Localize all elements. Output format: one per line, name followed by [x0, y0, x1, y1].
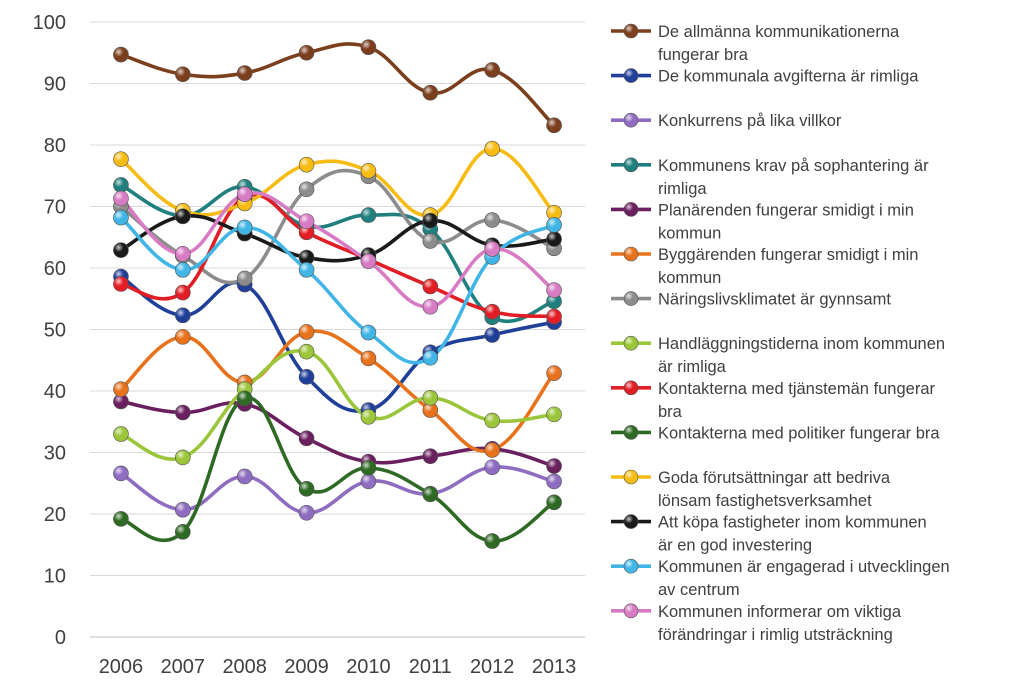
data-point: [361, 474, 376, 489]
legend-label: av centrum: [658, 581, 740, 600]
legend-label: Byggärenden fungerar smidigt i min: [658, 246, 919, 264]
data-point: [299, 431, 314, 446]
data-point: [547, 474, 562, 489]
legend-marker: [624, 113, 638, 127]
legend-label: Planärenden fungerar smidigt i min: [658, 201, 914, 220]
data-point: [547, 407, 562, 422]
data-point: [547, 283, 562, 298]
data-point: [423, 279, 438, 294]
data-point: [485, 304, 500, 319]
data-point: [547, 366, 562, 381]
data-point: [361, 351, 376, 366]
y-tick-label: 40: [43, 381, 66, 403]
data-point: [299, 157, 314, 172]
legend-marker: [624, 381, 638, 395]
legend-label: Goda förutsättningar att bedriva: [658, 469, 891, 487]
data-point: [113, 511, 128, 526]
data-point: [113, 382, 128, 397]
data-point: [361, 254, 376, 269]
data-point: [113, 191, 128, 206]
data-point: [113, 243, 128, 258]
series-line: [121, 44, 554, 125]
data-point: [485, 460, 500, 475]
legend-label: Kommunen är engagerad i utvecklingen: [658, 558, 950, 577]
legend-marker: [624, 24, 638, 38]
x-tick-label: 2006: [98, 656, 144, 678]
x-tick-label: 2013: [531, 656, 577, 678]
legend-label: Kontakterna med tjänstemän fungerar: [658, 379, 935, 398]
data-point: [299, 369, 314, 384]
data-point: [485, 213, 500, 228]
data-point: [485, 62, 500, 77]
data-point: [361, 208, 376, 223]
legend: [611, 23, 950, 644]
legend-label: är rimliga: [658, 358, 726, 377]
y-tick-label: 70: [43, 196, 66, 219]
data-point: [423, 487, 438, 502]
data-point: [361, 163, 376, 178]
data-point: [423, 299, 438, 314]
legend-marker: [624, 247, 638, 261]
data-point: [299, 182, 314, 197]
data-point: [175, 67, 190, 82]
legend-label: De allmänna kommunikationerna: [658, 23, 900, 41]
data-point: [175, 308, 190, 323]
legend-marker: [624, 425, 638, 439]
y-tick-label: 90: [43, 73, 66, 96]
data-point: [175, 524, 190, 539]
legend-label: Kontakterna med politiker fungerar bra: [658, 424, 940, 443]
series-markers: [113, 40, 561, 549]
data-point: [237, 271, 252, 286]
data-point: [547, 118, 562, 133]
data-point: [423, 213, 438, 228]
x-tick-label: 2007: [160, 656, 206, 678]
y-axis: [33, 12, 66, 649]
data-point: [423, 350, 438, 365]
y-tick-label: 50: [43, 319, 66, 342]
data-point: [485, 241, 500, 256]
data-point: [113, 276, 128, 291]
legend-label: Handläggningstiderna inom kommunen: [658, 335, 946, 354]
data-point: [299, 324, 314, 339]
data-point: [299, 45, 314, 60]
legend-label: kommun: [658, 269, 722, 287]
legend-label: bra: [658, 402, 682, 421]
legend-marker: [624, 336, 638, 350]
data-point: [299, 505, 314, 520]
data-point: [547, 309, 562, 324]
legend-marker: [624, 158, 638, 172]
legend-label: Att köpa fastigheter inom kommunen: [658, 513, 927, 532]
data-point: [485, 328, 500, 343]
data-point: [175, 285, 190, 300]
legend-marker: [624, 515, 638, 529]
data-point: [361, 325, 376, 340]
data-point: [299, 481, 314, 496]
data-point: [175, 502, 190, 517]
data-point: [547, 495, 562, 510]
legend-marker: [624, 202, 638, 216]
data-point: [423, 390, 438, 405]
data-point: [113, 427, 128, 442]
data-point: [547, 217, 562, 232]
legend-label: fungerar bra: [658, 46, 748, 64]
legend-label: förändringar i rimlig utsträckning: [658, 625, 893, 644]
legend-label: Kommunens krav på sophantering är: [658, 156, 929, 175]
legend-label: Näringslivsklimatet är gynnsamt: [658, 290, 891, 309]
legend-label: kommun: [658, 224, 722, 243]
y-tick-label: 30: [43, 442, 66, 465]
legend-label: rimliga: [658, 179, 707, 198]
x-tick-label: 2009: [284, 656, 329, 678]
y-tick-label: 100: [32, 12, 66, 34]
y-tick-label: 10: [43, 565, 66, 588]
data-point: [361, 409, 376, 424]
y-tick-label: 60: [43, 258, 66, 280]
legend-label: Kommunen informerar om viktiga: [658, 602, 902, 621]
data-point: [113, 152, 128, 167]
legend-marker: [624, 69, 638, 83]
data-point: [175, 209, 190, 224]
legend-marker: [624, 559, 638, 573]
data-point: [113, 210, 128, 225]
legend-marker: [624, 292, 638, 306]
data-point: [361, 460, 376, 475]
data-point: [423, 233, 438, 248]
data-point: [237, 220, 252, 235]
data-point: [113, 47, 128, 62]
x-tick-label: 2010: [346, 656, 391, 678]
data-point: [237, 66, 252, 81]
data-point: [485, 141, 500, 156]
data-point: [237, 187, 252, 202]
data-point: [299, 344, 314, 359]
x-tick-label: 2011: [408, 656, 452, 678]
data-point: [485, 534, 500, 549]
data-point: [175, 405, 190, 420]
data-point: [175, 246, 190, 261]
legend-label: lönsam fastighetsverksamhet: [658, 492, 872, 510]
legend-label: Konkurrens på lika villkor: [658, 112, 842, 131]
data-point: [485, 443, 500, 458]
data-point: [299, 214, 314, 229]
data-point: [423, 85, 438, 100]
y-tick-label: 20: [43, 504, 66, 526]
legend-marker: [624, 604, 638, 618]
x-tick-label: 2012: [469, 656, 515, 678]
data-point: [547, 232, 562, 247]
data-point: [175, 329, 190, 344]
legend-label: är en god investering: [658, 536, 813, 555]
data-point: [547, 459, 562, 474]
data-point: [237, 469, 252, 484]
data-point: [361, 40, 376, 55]
data-point: [299, 262, 314, 277]
legend-marker: [624, 470, 638, 484]
data-point: [175, 450, 190, 465]
data-point: [113, 177, 128, 192]
data-point: [237, 391, 252, 406]
data-point: [485, 413, 500, 428]
x-axis: [99, 656, 577, 678]
y-tick-label: 80: [43, 135, 66, 157]
legend-label: De kommunala avgifterna är rimliga: [658, 67, 919, 86]
data-point: [423, 449, 438, 464]
data-point: [113, 466, 128, 481]
x-tick-label: 2008: [222, 656, 267, 678]
data-point: [175, 262, 190, 277]
y-tick-label: 0: [54, 627, 66, 649]
